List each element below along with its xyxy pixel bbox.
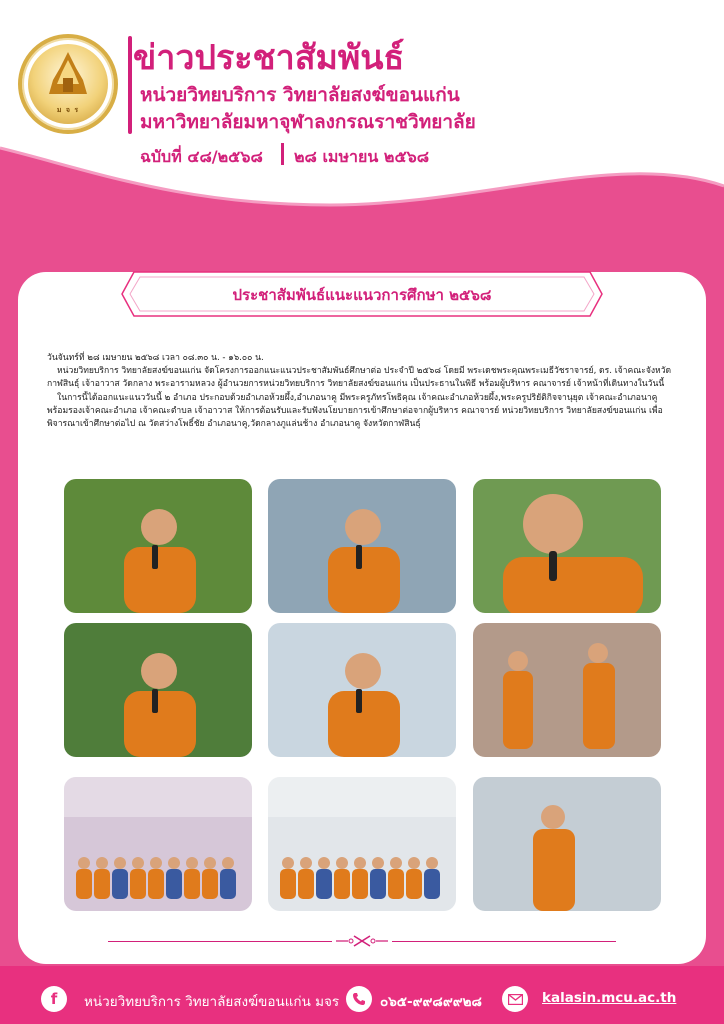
- photo-monk-standing-microphone: [473, 777, 661, 911]
- website-link[interactable]: kalasin.mcu.ac.th: [542, 990, 677, 1006]
- university-name: มหาวิทยาลัยมหาจุฬาลงกรณราชวิทยาลัย: [140, 111, 476, 133]
- issue-number: ฉบับที่ ๔๘/๒๕๖๘: [140, 147, 263, 166]
- footer-bar: [0, 966, 724, 1024]
- article-paragraph: ในการนี้ได้ออกแนะแนววันนี้ ๒ อำเภอ ประกอบด้วยอำเภอห้วยผึ้ง,อำเภอนาคู มีพระครูภัทรโพธิคุณ เจ้าคณะอำเภอห้วยผึ้ง,พระครูปริยัติกิจจานุยุต เจ้าคณะอำเภอนาคู พร้อมรองเจ้าคณะอำเภอ เจ้าคณะตำบล เจ้าอาวาส ให้การต้อนรับและรับฟังนโยบายการเข้าศึกษาต่อจากผู้บริหาร คณาจารย์ หน่วยวิทยบริการ วิทยาลัยสงฆ์ขอนแก่น เพื่อพิจารณาเข้าศึกษาต่อไป ณ วัดสว่างโพธิ์ชัย อำเภอนาคู,วัดกลางภูแล่นช้าง อำเภอนาคู จังหวัดกาฬสินธุ์: [47, 392, 663, 430]
- ornament-icon: [332, 934, 392, 948]
- photo-group-photo-hall: [268, 777, 456, 911]
- facebook-icon[interactable]: f: [41, 986, 67, 1012]
- issue-separator: [281, 143, 284, 165]
- issue-date: ๒๘ เมษายน ๒๕๖๘: [294, 147, 430, 166]
- mail-icon[interactable]: [502, 986, 528, 1012]
- unit-name: หน่วยวิทยบริการ วิทยาลัยสงฆ์ขอนแก่น: [140, 84, 460, 106]
- phone-number[interactable]: ๐๖๕-๙๙๘๙๙๒๘: [380, 994, 482, 1010]
- article-body: [47, 352, 677, 431]
- photo-hall-monks-seated-group: [64, 777, 252, 911]
- facebook-page-label[interactable]: หน่วยวิทยบริการ วิทยาลัยสงฆ์ขอนแก่น มจร: [84, 994, 340, 1010]
- header-divider: [128, 36, 132, 134]
- photo-monk-seated-audience: [268, 479, 456, 613]
- college-logo: [18, 34, 118, 134]
- article-date-line: วันจันทร์ที่ ๒๘ เมษายน ๒๕๖๘ เวลา ๐๘.๓๐ น. - ๑๖.๐๐ น.: [47, 353, 264, 363]
- photo-monk-closeup-microphone: [473, 479, 661, 613]
- photo-monk-seated-table-microphone: [268, 623, 456, 757]
- article-paragraph: หน่วยวิทยบริการ วิทยาลัยสงฆ์ขอนแก่น จัดโครงการออกแนะแนวประชาสัมพันธ์ศึกษาต่อ ประจำปี ๒๕๖๘ โดยมี พระเดชพระคุณพระเมธีวัชราจารย์, ดร. เจ้าคณะจังหวัดกาฬสินธุ์ เจ้าอาวาส วัดกลาง พระอารามหลวง ผู้อำนวยการหน่วยวิทยบริการ วิทยาลัยสงฆ์ขอนแก่น เป็นประธานในพิธี พร้อมผู้บริหาร คณาจารย์ เจ้าหน้าที่เดินทางในวันนี้: [47, 366, 672, 390]
- photo-two-monks-standing: [473, 623, 661, 757]
- photo-monk-speaking-gold-chair: [64, 479, 252, 613]
- article-heading: ประชาสัมพันธ์แนะแนวการศึกษา ๒๕๖๘: [232, 286, 492, 304]
- phone-icon[interactable]: [346, 986, 372, 1012]
- page-title: ข่าวประชาสัมพันธ์: [133, 38, 405, 78]
- photo-monk-speaking-green-curtain: [64, 623, 252, 757]
- logo-text: ม จ ร: [56, 106, 80, 114]
- temple-emblem-icon: [43, 50, 93, 106]
